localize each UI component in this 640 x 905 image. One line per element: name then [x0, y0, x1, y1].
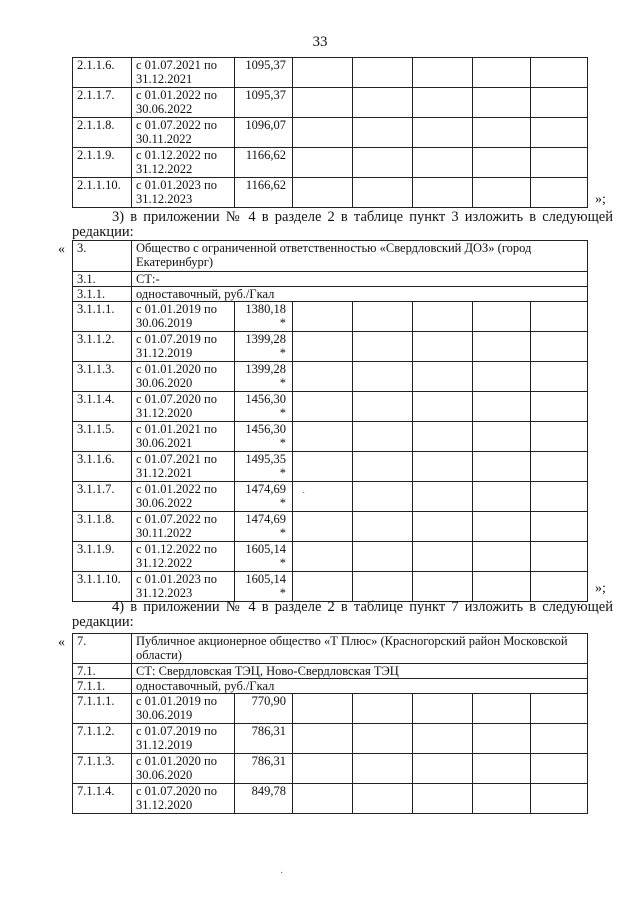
empty-cell: [353, 572, 413, 602]
st-name: СТ: Свердловская ТЭЦ, Ново-Свердловская ТЭЦ: [132, 664, 588, 679]
tariff-type-number: 3.1.1.: [73, 287, 132, 302]
tariff-row: [73, 88, 588, 118]
empty-cell: [293, 572, 353, 602]
tariff-row: [73, 724, 588, 754]
tariff-table-item-7: [72, 633, 588, 814]
empty-cell: [473, 422, 531, 452]
tariff-row: [73, 422, 588, 452]
empty-cell: [413, 724, 473, 754]
paragraph-3-line1: 3) в приложении № 4 в разделе 2 в таблице пункт 3 изложить в следующей: [112, 209, 613, 225]
empty-cell: [353, 512, 413, 542]
empty-cell: [531, 754, 588, 784]
empty-cell: [531, 724, 588, 754]
empty-cell: [531, 58, 588, 88]
org-name: Общество с ограниченной ответственностью «Свердловский ДОЗ» (город Екатеринбург): [132, 241, 588, 272]
row-period: с 01.07.2020 по 31.12.2020: [132, 784, 235, 814]
empty-cell: [293, 332, 353, 362]
tariff-table-continued: [72, 57, 588, 208]
empty-cell: [413, 58, 473, 88]
closing-quote-a: »;: [595, 192, 606, 207]
empty-cell: [293, 178, 353, 208]
st-name: СТ:-: [132, 272, 588, 287]
row-value: 1166,62: [235, 148, 293, 178]
empty-cell: [293, 362, 353, 392]
row-period: с 01.01.2019 по 30.06.2019: [132, 694, 235, 724]
empty-cell: [293, 724, 353, 754]
row-number: 3.1.1.9.: [73, 542, 132, 572]
row-period: с 01.01.2020 по 30.06.2020: [132, 754, 235, 784]
empty-cell: [473, 178, 531, 208]
row-number: 3.1.1.4.: [73, 392, 132, 422]
empty-cell: [353, 118, 413, 148]
tariff-row: [73, 148, 588, 178]
empty-cell: [531, 572, 588, 602]
row-number: 3.1.1.6.: [73, 452, 132, 482]
row-value: 786,31: [235, 754, 293, 784]
empty-cell: [293, 542, 353, 572]
empty-cell: [293, 58, 353, 88]
tariff-row: [73, 512, 588, 542]
row-period: с 01.07.2019 по 31.12.2019: [132, 724, 235, 754]
empty-cell: [413, 572, 473, 602]
empty-cell: [531, 512, 588, 542]
empty-cell: [531, 118, 588, 148]
row-period: с 01.07.2022 по 30.11.2022: [132, 118, 235, 148]
closing-quote-b: »;: [595, 581, 606, 596]
empty-cell: [413, 148, 473, 178]
row-number: 3.1.1.8.: [73, 512, 132, 542]
empty-cell: [293, 302, 353, 332]
org-row: [73, 634, 588, 664]
org-number: 7.: [73, 634, 132, 664]
empty-cell: [353, 452, 413, 482]
row-value: 1399,28 *: [235, 332, 293, 362]
empty-cell: [293, 422, 353, 452]
row-number: 7.1.1.1.: [73, 694, 132, 724]
empty-cell: [473, 512, 531, 542]
tariff-type-name: одноставочный, руб./Гкал: [132, 287, 588, 302]
tariff-row: [73, 694, 588, 724]
empty-cell: [413, 178, 473, 208]
empty-cell: [473, 118, 531, 148]
row-period: с 01.01.2021 по 30.06.2021: [132, 422, 235, 452]
tariff-row: [73, 392, 588, 422]
row-value: 1456,30 *: [235, 392, 293, 422]
row-value: 770,90: [235, 694, 293, 724]
empty-cell: [531, 178, 588, 208]
paragraph-4-line1: 4) в приложении № 4 в разделе 2 в таблице пункт 7 изложить в следующей: [112, 599, 613, 615]
empty-cell: [293, 452, 353, 482]
empty-cell: [293, 694, 353, 724]
empty-cell: [353, 784, 413, 814]
row-value: 1399,28 *: [235, 362, 293, 392]
row-number: 2.1.1.6.: [73, 58, 132, 88]
empty-cell: [293, 512, 353, 542]
org-name: Публичное акционерное общество «Т Плюс» (Красногорский район Московской области): [132, 634, 588, 664]
empty-cell: [473, 332, 531, 362]
empty-cell: [293, 754, 353, 784]
empty-cell: [413, 88, 473, 118]
empty-cell: [353, 362, 413, 392]
empty-cell: [413, 754, 473, 784]
row-period: с 01.01.2022 по 30.06.2022: [132, 482, 235, 512]
empty-cell: [353, 88, 413, 118]
row-period: с 01.07.2022 по 30.11.2022: [132, 512, 235, 542]
row-value: 1605,14 *: [235, 542, 293, 572]
row-value: 1474,69 *: [235, 482, 293, 512]
empty-cell: [353, 694, 413, 724]
empty-cell: [413, 694, 473, 724]
tariff-row: [73, 482, 588, 512]
empty-cell: [293, 118, 353, 148]
opening-quote-c: «: [58, 635, 65, 650]
empty-cell: [413, 512, 473, 542]
empty-cell: [413, 362, 473, 392]
tariff-type-name: одноставочный, руб./Гкал: [132, 679, 588, 694]
empty-cell: [413, 482, 473, 512]
tariff-row: [73, 572, 588, 602]
row-value: 786,31: [235, 724, 293, 754]
empty-cell: [473, 88, 531, 118]
scan-speck: ·: [302, 488, 306, 499]
empty-cell: [531, 694, 588, 724]
tariff-row: [73, 452, 588, 482]
empty-cell: [473, 694, 531, 724]
tariff-table-item-3: [72, 240, 588, 602]
st-row: [73, 272, 588, 287]
empty-cell: [353, 542, 413, 572]
row-number: 2.1.1.8.: [73, 118, 132, 148]
scan-speck: ·: [280, 868, 284, 879]
tariff-row: [73, 754, 588, 784]
empty-cell: [413, 332, 473, 362]
empty-cell: [531, 452, 588, 482]
empty-cell: [413, 392, 473, 422]
empty-cell: [473, 572, 531, 602]
page-number: 33: [312, 34, 328, 50]
row-period: с 01.12.2022 по 31.12.2022: [132, 542, 235, 572]
tariff-type-number: 7.1.1.: [73, 679, 132, 694]
empty-cell: [473, 542, 531, 572]
empty-cell: [353, 482, 413, 512]
empty-cell: [531, 784, 588, 814]
empty-cell: [531, 482, 588, 512]
row-value: 1096,07: [235, 118, 293, 148]
tariff-row: [73, 542, 588, 572]
empty-cell: [353, 302, 413, 332]
empty-cell: [413, 422, 473, 452]
empty-cell: [413, 542, 473, 572]
row-period: с 01.01.2019 по 30.06.2019: [132, 302, 235, 332]
tariff-type-row: [73, 679, 588, 694]
row-period: с 01.01.2022 по 30.06.2022: [132, 88, 235, 118]
row-number: 3.1.1.5.: [73, 422, 132, 452]
tariff-type-row: [73, 287, 588, 302]
paragraph-3: [72, 210, 613, 240]
tariff-row: [73, 118, 588, 148]
st-number: 7.1.: [73, 664, 132, 679]
row-period: с 01.01.2020 по 30.06.2020: [132, 362, 235, 392]
empty-cell: [531, 542, 588, 572]
empty-cell: [353, 724, 413, 754]
row-number: 7.1.1.3.: [73, 754, 132, 784]
row-number: 3.1.1.3.: [73, 362, 132, 392]
empty-cell: [473, 302, 531, 332]
row-period: с 01.07.2020 по 31.12.2020: [132, 392, 235, 422]
empty-cell: [353, 178, 413, 208]
empty-cell: [293, 784, 353, 814]
empty-cell: [473, 148, 531, 178]
row-number: 3.1.1.1.: [73, 302, 132, 332]
row-period: с 01.12.2022 по 31.12.2022: [132, 148, 235, 178]
empty-cell: [293, 148, 353, 178]
empty-cell: [293, 392, 353, 422]
tariff-row: [73, 362, 588, 392]
empty-cell: [353, 332, 413, 362]
empty-cell: [413, 302, 473, 332]
paragraph-3-line2: редакции:: [72, 224, 134, 240]
empty-cell: [473, 392, 531, 422]
empty-cell: [353, 422, 413, 452]
row-number: 2.1.1.10.: [73, 178, 132, 208]
row-value: 1495,35 *: [235, 452, 293, 482]
row-value: 1095,37: [235, 88, 293, 118]
empty-cell: [353, 58, 413, 88]
opening-quote-b: «: [58, 242, 65, 257]
empty-cell: [531, 88, 588, 118]
empty-cell: [413, 118, 473, 148]
row-number: 2.1.1.7.: [73, 88, 132, 118]
row-number: 7.1.1.4.: [73, 784, 132, 814]
row-period: с 01.01.2023 по 31.12.2023: [132, 572, 235, 602]
empty-cell: [353, 754, 413, 784]
row-number: 7.1.1.2.: [73, 724, 132, 754]
row-number: 3.1.1.10.: [73, 572, 132, 602]
empty-cell: [353, 392, 413, 422]
row-value: 849,78: [235, 784, 293, 814]
tariff-row: [73, 58, 588, 88]
empty-cell: [531, 422, 588, 452]
empty-cell: [473, 452, 531, 482]
row-period: с 01.07.2021 по 31.12.2021: [132, 452, 235, 482]
row-period: с 01.01.2023 по 31.12.2023: [132, 178, 235, 208]
empty-cell: [473, 362, 531, 392]
row-value: 1380,18 *: [235, 302, 293, 332]
row-value: 1166,62: [235, 178, 293, 208]
empty-cell: [473, 58, 531, 88]
paragraph-4: [72, 600, 613, 630]
empty-cell: [293, 88, 353, 118]
empty-cell: [413, 452, 473, 482]
org-row: [73, 241, 588, 272]
row-number: 3.1.1.2.: [73, 332, 132, 362]
empty-cell: [473, 784, 531, 814]
row-value: 1095,37: [235, 58, 293, 88]
st-number: 3.1.: [73, 272, 132, 287]
empty-cell: [473, 482, 531, 512]
tariff-row: [73, 332, 588, 362]
empty-cell: [531, 332, 588, 362]
row-period: с 01.07.2021 по 31.12.2021: [132, 58, 235, 88]
st-row: [73, 664, 588, 679]
tariff-row: [73, 178, 588, 208]
empty-cell: [473, 754, 531, 784]
empty-cell: [531, 392, 588, 422]
empty-cell: [531, 362, 588, 392]
org-number: 3.: [73, 241, 132, 272]
row-number: 3.1.1.7.: [73, 482, 132, 512]
row-period: с 01.07.2019 по 31.12.2019: [132, 332, 235, 362]
row-value: 1474,69 *: [235, 512, 293, 542]
empty-cell: [413, 784, 473, 814]
row-value: 1456,30 *: [235, 422, 293, 452]
empty-cell: [473, 724, 531, 754]
empty-cell: [531, 302, 588, 332]
paragraph-4-line2: редакции:: [72, 614, 134, 630]
empty-cell: [353, 148, 413, 178]
tariff-row: [73, 784, 588, 814]
row-number: 2.1.1.9.: [73, 148, 132, 178]
empty-cell: [531, 148, 588, 178]
row-value: 1605,14 *: [235, 572, 293, 602]
tariff-row: [73, 302, 588, 332]
